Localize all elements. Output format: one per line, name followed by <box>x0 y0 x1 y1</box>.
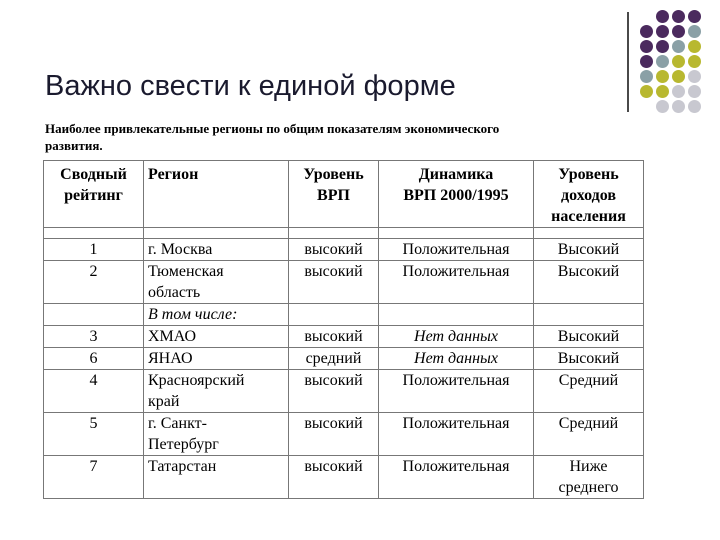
decorative-dot <box>688 10 701 23</box>
rank-cell: 4 <box>44 370 144 413</box>
vrp-cell: высокий <box>289 261 379 304</box>
header-rating-line-1: Сводный <box>60 166 127 183</box>
decorative-dot <box>640 25 653 38</box>
decorative-dot <box>656 55 669 68</box>
header-vrp-level-line-1: Уровень <box>303 166 364 183</box>
income-cell: Высокий <box>534 348 644 370</box>
vrp-cell: высокий <box>289 456 379 499</box>
spacer-cell <box>144 228 289 239</box>
vrp-cell: высокий <box>289 326 379 348</box>
dynamics-cell: Нет данных <box>379 326 534 348</box>
decorative-dot <box>656 85 669 98</box>
vrp-cell: средний <box>289 348 379 370</box>
header-vrp-dynamics <box>379 161 534 228</box>
region-line-2: область <box>148 284 201 301</box>
spacer-row <box>44 228 644 239</box>
decorative-dot <box>688 25 701 38</box>
income-line-1: Ниже <box>569 458 608 475</box>
header-rating-line-2: рейтинг <box>64 187 123 204</box>
vrp-cell: высокий <box>289 370 379 413</box>
header-region <box>144 161 289 228</box>
header-rating <box>44 161 144 228</box>
ratings-table-container <box>43 160 644 499</box>
table-row <box>44 413 644 456</box>
region-cell <box>144 261 289 304</box>
table-header <box>44 161 644 228</box>
rank-cell: 2 <box>44 261 144 304</box>
header-income-line-2: доходов <box>561 187 616 204</box>
rank-cell-empty <box>44 304 144 326</box>
income-line-2: среднего <box>558 479 619 496</box>
dynamics-cell: Нет данных <box>379 348 534 370</box>
region-cell: Татарстан <box>144 456 289 499</box>
income-cell: Высокий <box>534 326 644 348</box>
slide-title: Важно свести к единой форме <box>45 70 456 102</box>
table-row <box>44 239 644 261</box>
table-row <box>44 348 644 370</box>
table-row <box>44 370 644 413</box>
decorative-dot <box>672 100 685 113</box>
header-vrp-level <box>289 161 379 228</box>
rank-cell: 6 <box>44 348 144 370</box>
income-cell: Высокий <box>534 261 644 304</box>
rank-cell: 7 <box>44 456 144 499</box>
spacer-cell <box>289 228 379 239</box>
region-line-1: Красноярский <box>148 372 245 389</box>
region-cell <box>144 370 289 413</box>
decorative-dot <box>640 85 653 98</box>
region-cell: ХМАО <box>144 326 289 348</box>
decorative-dot <box>656 10 669 23</box>
header-vrp-dynamics-line-2: ВРП 2000/1995 <box>403 187 509 204</box>
decorative-dot <box>672 25 685 38</box>
header-row <box>44 161 644 228</box>
region-cell <box>144 413 289 456</box>
decorative-dot <box>688 40 701 53</box>
vrp-cell: высокий <box>289 239 379 261</box>
table-body <box>44 228 644 499</box>
vrp-cell: высокий <box>289 413 379 456</box>
subheader-cell: В том числе: <box>144 304 289 326</box>
decorative-dot <box>688 70 701 83</box>
spacer-cell <box>534 228 644 239</box>
header-vrp-level-line-2: ВРП <box>317 187 350 204</box>
decorative-dot <box>688 85 701 98</box>
dynamics-cell-empty <box>379 304 534 326</box>
decorative-dot <box>640 70 653 83</box>
dynamics-cell: Положительная <box>379 239 534 261</box>
income-cell: Высокий <box>534 239 644 261</box>
region-line-1: Тюменская <box>148 263 224 280</box>
caption-line-2: развития. <box>45 138 103 153</box>
decorative-dot <box>672 55 685 68</box>
decorative-dot <box>672 40 685 53</box>
rank-cell: 1 <box>44 239 144 261</box>
table-row <box>44 261 644 304</box>
decorative-dot <box>640 40 653 53</box>
region-line-1: г. Санкт- <box>148 415 207 432</box>
decorative-dot <box>640 55 653 68</box>
dynamics-cell: Положительная <box>379 413 534 456</box>
region-cell: г. Москва <box>144 239 289 261</box>
vrp-cell-empty <box>289 304 379 326</box>
decorative-dot <box>656 100 669 113</box>
header-region-line-1: Регион <box>148 166 199 183</box>
header-income-line-3: населения <box>551 208 626 225</box>
header-income-line-1: Уровень <box>558 166 619 183</box>
region-line-2: край <box>148 393 180 410</box>
decorative-dot <box>688 100 701 113</box>
decorative-dot-grid <box>640 10 720 120</box>
table-caption <box>45 120 720 154</box>
income-cell: Средний <box>534 413 644 456</box>
income-cell: Средний <box>534 370 644 413</box>
income-cell <box>534 456 644 499</box>
dynamics-cell: Положительная <box>379 261 534 304</box>
decorative-dot <box>656 25 669 38</box>
dynamics-cell: Положительная <box>379 456 534 499</box>
decorative-dot <box>656 70 669 83</box>
decorative-dot <box>672 85 685 98</box>
spacer-cell <box>44 228 144 239</box>
spacer-cell <box>379 228 534 239</box>
region-line-2: Петербург <box>148 436 219 453</box>
regions-ratings-table <box>43 160 644 499</box>
table-row <box>44 456 644 499</box>
income-cell-empty <box>534 304 644 326</box>
decorative-dot <box>656 40 669 53</box>
region-cell: ЯНАО <box>144 348 289 370</box>
table-row <box>44 326 644 348</box>
rank-cell: 5 <box>44 413 144 456</box>
table-row-subheader <box>44 304 644 326</box>
decorative-dot <box>688 55 701 68</box>
title-divider <box>627 12 629 112</box>
decorative-dot <box>672 70 685 83</box>
decorative-dot <box>672 10 685 23</box>
rank-cell: 3 <box>44 326 144 348</box>
header-vrp-dynamics-line-1: Динамика <box>418 166 494 183</box>
header-income-level <box>534 161 644 228</box>
dynamics-cell: Положительная <box>379 370 534 413</box>
caption-line-1: Наиболее привлекательные регионы по общим показателям экономического <box>45 121 500 136</box>
